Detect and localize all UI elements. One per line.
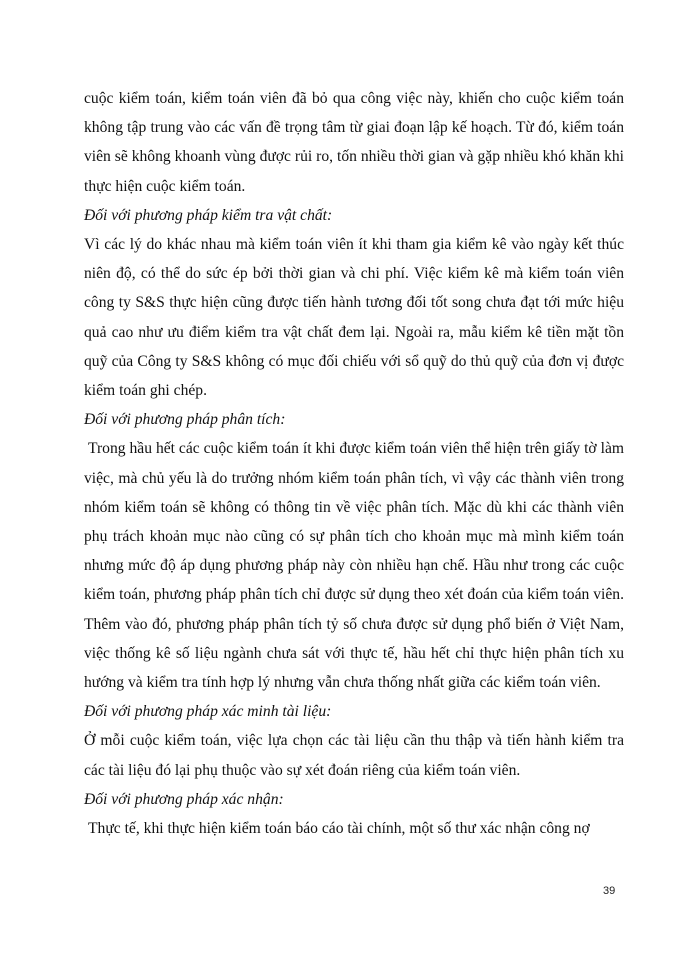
section-heading-analytical: Đối với phương pháp phân tích: (84, 411, 286, 429)
section-heading-confirmation: Đối với phương pháp xác nhận: (84, 790, 284, 808)
paragraph-planning-issue: cuộc kiểm toán, kiểm toán viên đã bỏ qua công việc này, khiến cho cuộc kiểm toán không tập trung vào các vấn đề trọng tâm từ giai đoạn lập kế hoạch. Từ đó, kiểm toán viên sẽ không khoanh vùng được rủi ro, tốn nhiều thời gian và gặp nhiều khó khăn khi thực hiện cuộc kiểm toán. (84, 90, 624, 195)
section-heading-document-verification: Đối với phương pháp xác minh tài liệu: (84, 703, 332, 721)
paragraph-analytical: Trong hầu hết các cuộc kiểm toán ít khi được kiểm toán viên thể hiện trên giấy tờ làm việc, mà chủ yếu là do trưởng nhóm kiểm toán phân tích, vì vậy các thành viên trong nhóm kiểm toán sẽ không có thông tin về việc phân tích. Mặc dù khi các thành viên phụ trách khoản mục nào cũng có sự phân tích cho khoản mục mà mình kiểm toán nhưng mức độ áp dụng phương pháp này còn nhiều hạn chế. Hầu như trong các cuộc kiểm toán, phương pháp phân tích chỉ được sử dụng theo xét đoán của kiểm toán viên. Thêm vào đó, phương pháp phân tích tỷ số chưa được sử dụng phổ biến ở Việt Nam, việc thống kê số liệu ngành chưa sát với thực tế, hầu hết chỉ thực hiện phân tích xu hướng và kiểm tra tính hợp lý nhưng vẫn chưa thống nhất giữa các kiểm toán viên. (84, 440, 624, 692)
page-number: 39 (603, 885, 616, 897)
paragraph-confirmation: Thực tế, khi thực hiện kiểm toán báo cáo tài chính, một số thư xác nhận công nợ (88, 820, 590, 838)
paragraph-document-verification: Ở mỗi cuộc kiểm toán, việc lựa chọn các tài liệu cần thu thập và tiến hành kiểm tra các tài liệu đó lại phụ thuộc vào sự xét đoán riêng của kiểm toán viên. (84, 732, 624, 779)
document-body (84, 84, 624, 843)
section-heading-physical-inspection: Đối với phương pháp kiểm tra vật chất: (84, 206, 333, 224)
paragraph-physical-inspection: Vì các lý do khác nhau mà kiểm toán viên ít khi tham gia kiểm kê vào ngày kết thúc niên độ, có thể do sức ép bởi thời gian và chi phí. Việc kiểm kê mà kiểm toán viên công ty S&S thực hiện cũng được tiến hành tương đối tốt song chưa đạt tới mức hiệu quả cao như ưu điểm kiểm tra vật chất đem lại. Ngoài ra, mẫu kiểm kê tiền mặt tồn quỹ của Công ty S&S không có mục đối chiếu với sổ quỹ do thủ quỹ của đơn vị được kiểm toán ghi chép. (84, 236, 624, 400)
